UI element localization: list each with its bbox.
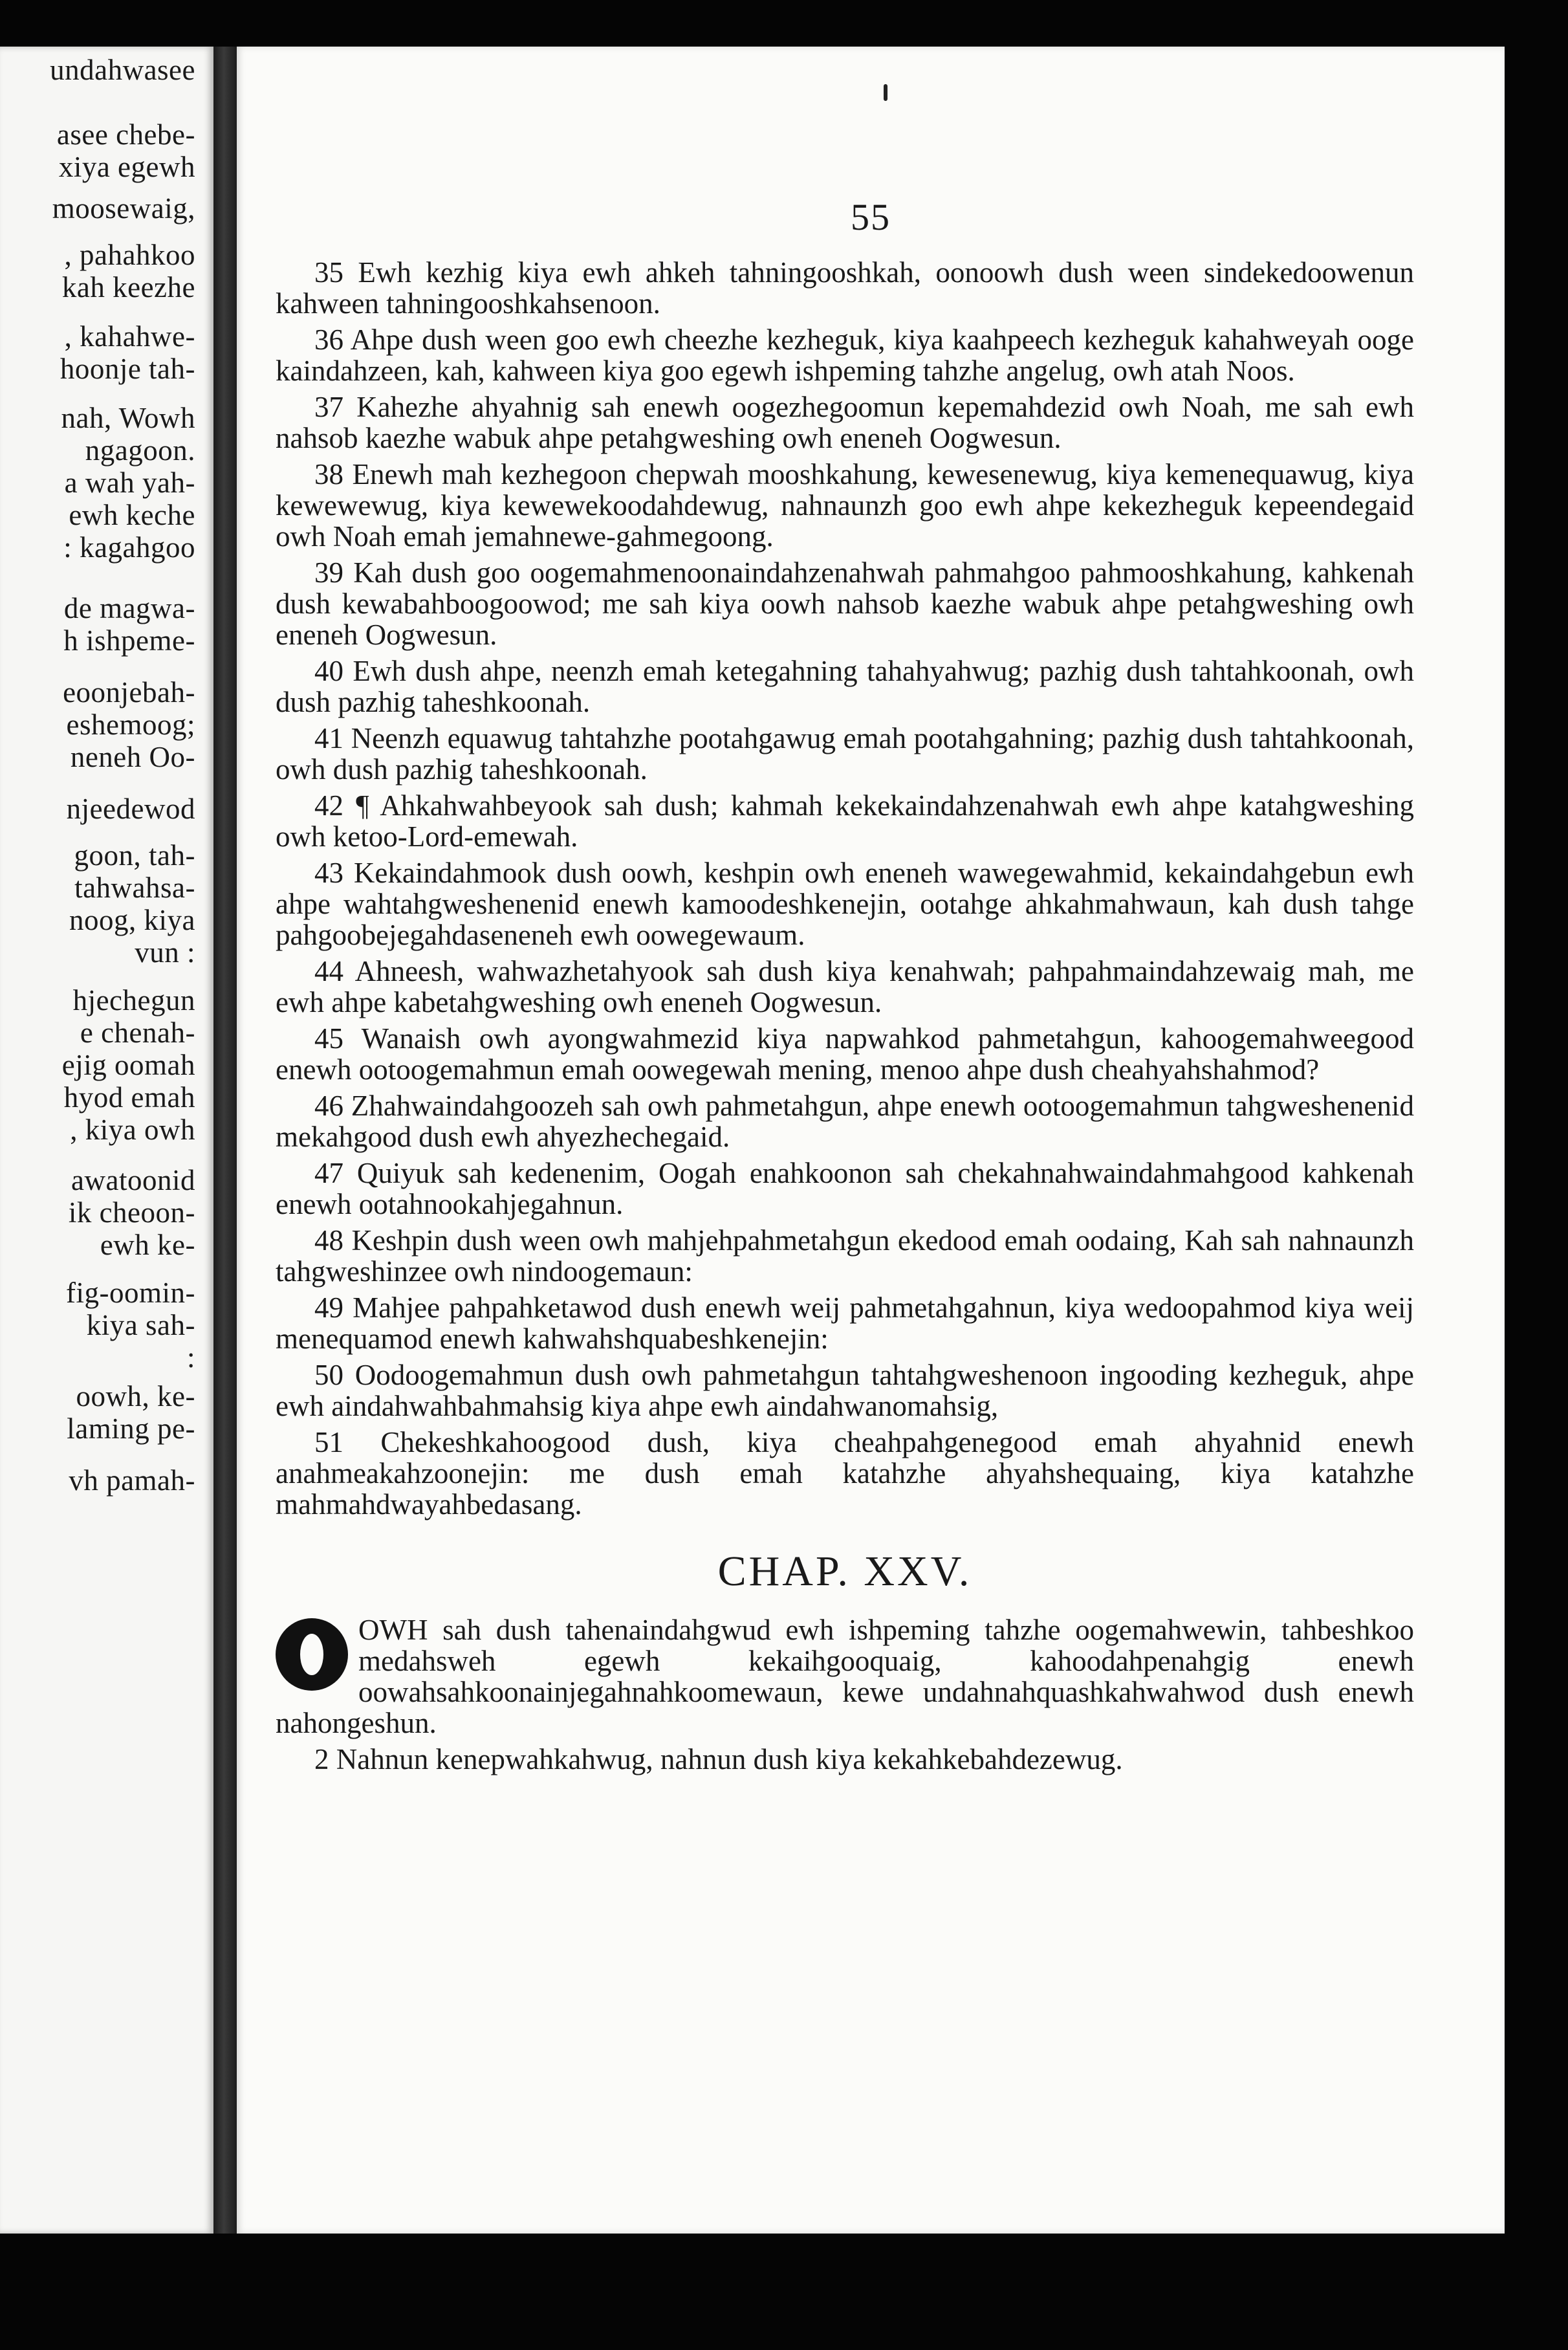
left-page-line: neneh Oo- xyxy=(70,741,195,773)
left-page-line: ngagoon. xyxy=(85,434,195,467)
left-page-line: hjechegun xyxy=(72,984,195,1016)
left-page-line: nah, Wowh xyxy=(61,402,195,434)
verse xyxy=(276,1090,1414,1152)
verse-text: Oodoogemahmun dush owh pahmetahgun tahtahgweshenoon ingooding kezheguk, ahpe ewh aindahwahbahmahsig kiya ahpe ewh aindahwanomahsig, xyxy=(276,1359,1414,1422)
left-page-line: kah keezhe xyxy=(61,271,195,303)
verse-text: Enewh mah kezhegoon chepwah mooshkahung, kewesenewug, kiya kemenequawug, kiya kewewewug, kiya kewewekoodahdewug, nahnaunzh goo ewh ahpe kekezheguk kepeendegaid owh Noah emah jemahnewe-gahmegoong. xyxy=(276,458,1414,553)
verse xyxy=(276,391,1414,454)
verse-text: Nahnun kenepwahkahwug, nahnun dush kiya kekahkebahdezewug. xyxy=(336,1743,1123,1775)
left-page-line: de magwa- xyxy=(63,592,195,624)
verse-text: Kekaindahmook dush oowh, keshpin owh eneneh wawegewahmid, kekaindahgebun ewh ahpe wahtahgweshenenid enewh kamoodeshkenejin, ootahge ahkahmahwaun, kah dush tahge pahgoobejegahdaseneneh ewh oowegewaum. xyxy=(276,857,1415,951)
right-page xyxy=(237,47,1505,2234)
left-page-line: kiya sah- xyxy=(86,1309,195,1341)
verse xyxy=(276,1614,1414,1739)
verse-number: 49 xyxy=(314,1291,343,1324)
verse-number: 46 xyxy=(314,1090,343,1122)
verse-number: 42 xyxy=(314,789,343,822)
left-page-line: asee chebe- xyxy=(56,118,195,151)
verse xyxy=(276,1427,1414,1520)
verse xyxy=(276,790,1414,852)
verse-text: Zhahwaindahgoozeh sah owh pahmetahgun, ahpe enewh ootoogemahmun tahgweshenenid mekahgood dush ewh ahyezhechegaid. xyxy=(276,1090,1414,1153)
verse-text: Kah dush goo oogemahmenoonaindahzenahwah pahmahgoo pahmooshkahung, kahkenah dush kewabahboogoowod; me sah kiya oowh nahsob kaezhe wabuk ahpe petahgweshing owh eneneh Oogwesun. xyxy=(276,556,1415,651)
verse xyxy=(276,1744,1414,1775)
left-page-line: noog, kiya xyxy=(69,904,195,936)
verse-text: Ewh dush ahpe, neenzh emah ketegahning tahahyahwug; pazhig dush tahtahkoonah, owh dush pazhig taheshkoonah. xyxy=(276,655,1414,718)
left-page-line: xiya egewh xyxy=(58,151,195,183)
chapter-heading: CHAP. XXV. xyxy=(717,1548,972,1595)
verse-number: 40 xyxy=(314,655,343,687)
verse-text: OWH sah dush tahenaindahgwud ewh ishpeming tahzhe oogemahwewin, tahbeshkoo medahsweh egewh kekaihgooquaig, kahoodahpenahgig enewh oowahsahkoonainjegahnahkoomewaun, kewe undahnahquashkahwahwod dush enewh nahongeshun. xyxy=(276,1614,1414,1739)
left-page-line: ewh ke- xyxy=(100,1229,195,1261)
left-page-line: vun : xyxy=(135,936,195,969)
verse-text: Keshpin dush ween owh mahjehpahmetahgun ekedood emah oodaing, Kah sah nahnaunzh tahgweshinzee owh nindoogemaun: xyxy=(276,1224,1415,1288)
verse-number: 39 xyxy=(314,556,343,589)
verse-list xyxy=(276,257,1414,1520)
left-page-line: goon, tah- xyxy=(74,839,195,872)
verse-number: 37 xyxy=(314,391,343,423)
left-page-line: hyod emah xyxy=(63,1081,195,1114)
verse-text: Wanaish owh ayongwahmezid kiya napwahkod pahmetahgun, kahoogemahweegood enewh ootoogemahmun emah oowegewah mening, menoo ahpe dush cheahyahshahmod? xyxy=(276,1022,1414,1086)
left-page-line: : xyxy=(186,1341,195,1374)
left-page-line: : kagahgoo xyxy=(63,531,195,564)
left-page-line: , kiya owh xyxy=(70,1114,195,1146)
verse-text: Ahpe dush ween goo ewh cheezhe kezheguk, kiya kaahpeech kezheguk kahahweyah ooge kaindahzeen, kah, kahween kiya goo egewh ishpeming tahzhe angelug, owh atah Noos. xyxy=(276,324,1414,387)
verse xyxy=(276,1158,1414,1220)
verse-number: 35 xyxy=(314,256,343,289)
verse xyxy=(276,723,1414,785)
top-mark xyxy=(884,84,887,101)
verse-number: 45 xyxy=(314,1022,343,1055)
verse-number: 50 xyxy=(314,1359,343,1391)
verse xyxy=(276,257,1414,319)
verse-number: 43 xyxy=(314,857,343,889)
verse-number: 44 xyxy=(314,955,343,987)
drop-cap-ornament xyxy=(276,1618,348,1691)
page-number: 55 xyxy=(851,196,891,238)
verse-text: Chekeshkahoogood dush, kiya cheahpahgenegood emah ahyahnid enewh anahmeakahzoonejin: me dush emah katahzhe ahyahshequaing, kiya katahzhe mahmahdwayahbedasang. xyxy=(276,1426,1414,1521)
verse-text: Ahneesh, wahwazhetahyook sah dush kiya kenahwah; pahpahmaindahzewaig mah, me ewh ahpe kabetahgweshing owh eneneh Oogwesun. xyxy=(276,955,1414,1018)
left-page-line: e chenah- xyxy=(80,1016,195,1049)
chapter-verse-list xyxy=(276,1614,1414,1775)
verse xyxy=(276,557,1414,650)
verse-text: Ewh kezhig kiya ewh ahkeh tahningooshkah, oonoowh dush ween sindekedoowenun kahween tahningooshkahsenoon. xyxy=(276,256,1414,320)
left-facing-page xyxy=(0,47,213,2234)
left-page-line: laming pe- xyxy=(67,1412,195,1445)
left-page-line: moosewaig, xyxy=(52,192,195,225)
verse xyxy=(276,1023,1414,1085)
verse xyxy=(276,1359,1414,1422)
left-page-line: awatoonid xyxy=(71,1164,195,1196)
left-page-line: eoonjebah- xyxy=(63,676,195,708)
left-page-text-fragments xyxy=(0,47,213,2234)
verse xyxy=(276,459,1414,552)
verse xyxy=(276,1292,1414,1354)
verse xyxy=(276,1225,1414,1287)
left-page-line: vh pamah- xyxy=(69,1464,195,1497)
left-page-line: ejig oomah xyxy=(61,1049,195,1081)
left-page-line: tahwahsa- xyxy=(74,872,195,904)
left-page-line: , pahahkoo xyxy=(64,239,195,271)
left-page-line: , kahahwe- xyxy=(64,320,195,353)
left-page-line: fig-oomin- xyxy=(66,1277,195,1309)
left-page-line: eshemoog; xyxy=(66,708,195,741)
left-page-line: undahwasee xyxy=(50,54,195,86)
verse-text: Kahezhe ahyahnig sah enewh oogezhegoomun kepemahdezid owh Noah, me sah ewh nahsob kaezhe wabuk ahpe petahgweshing owh eneneh Oogwesun. xyxy=(276,391,1415,454)
left-page-line: oowh, ke- xyxy=(76,1380,195,1412)
verse-text: Quiyuk sah kedenenim, Oogah enahkoonon sah chekahnahwaindahmahgood kahkenah enewh ootahnookahjegahnun. xyxy=(276,1157,1415,1220)
verse-text: ¶ Ahkahwahbeyook sah dush; kahmah kekekaindahzenahwah ewh ahpe katahgweshing owh ketoo-Lord-emewah. xyxy=(276,789,1414,853)
page-body xyxy=(276,257,1414,1780)
left-page-line: ik cheoon- xyxy=(68,1196,195,1229)
verse-number: 2 xyxy=(314,1743,329,1775)
book-gutter xyxy=(213,47,237,2234)
verse-number: 47 xyxy=(314,1157,343,1189)
verse-text: Neenzh equawug tahtahzhe pootahgawug emah pootahgahning; pazhig dush tahtahkoonah, owh dush pazhig taheshkoonah. xyxy=(276,722,1415,785)
left-page-line: ewh keche xyxy=(69,499,195,531)
scan-border xyxy=(0,2234,1568,2350)
verse-number: 41 xyxy=(314,722,343,754)
verse xyxy=(276,324,1414,386)
verse xyxy=(276,655,1414,718)
verse xyxy=(276,857,1414,950)
verse xyxy=(276,956,1414,1018)
left-page-line: hoonje tah- xyxy=(60,353,195,385)
left-page-line: njeedewod xyxy=(66,793,195,825)
left-page-line: h ishpeme- xyxy=(63,624,195,657)
left-page-line: a wah yah- xyxy=(64,467,195,499)
verse-number: 38 xyxy=(314,458,343,490)
verse-number: 51 xyxy=(314,1426,343,1458)
verse-number: 36 xyxy=(314,324,343,356)
verse-text: Mahjee pahpahketawod dush enewh weij pahmetahgahnun, kiya wedoopahmod kiya weij menequamod enewh kahwahshquabeshkenejin: xyxy=(276,1291,1414,1355)
verse-number: 48 xyxy=(314,1224,343,1257)
